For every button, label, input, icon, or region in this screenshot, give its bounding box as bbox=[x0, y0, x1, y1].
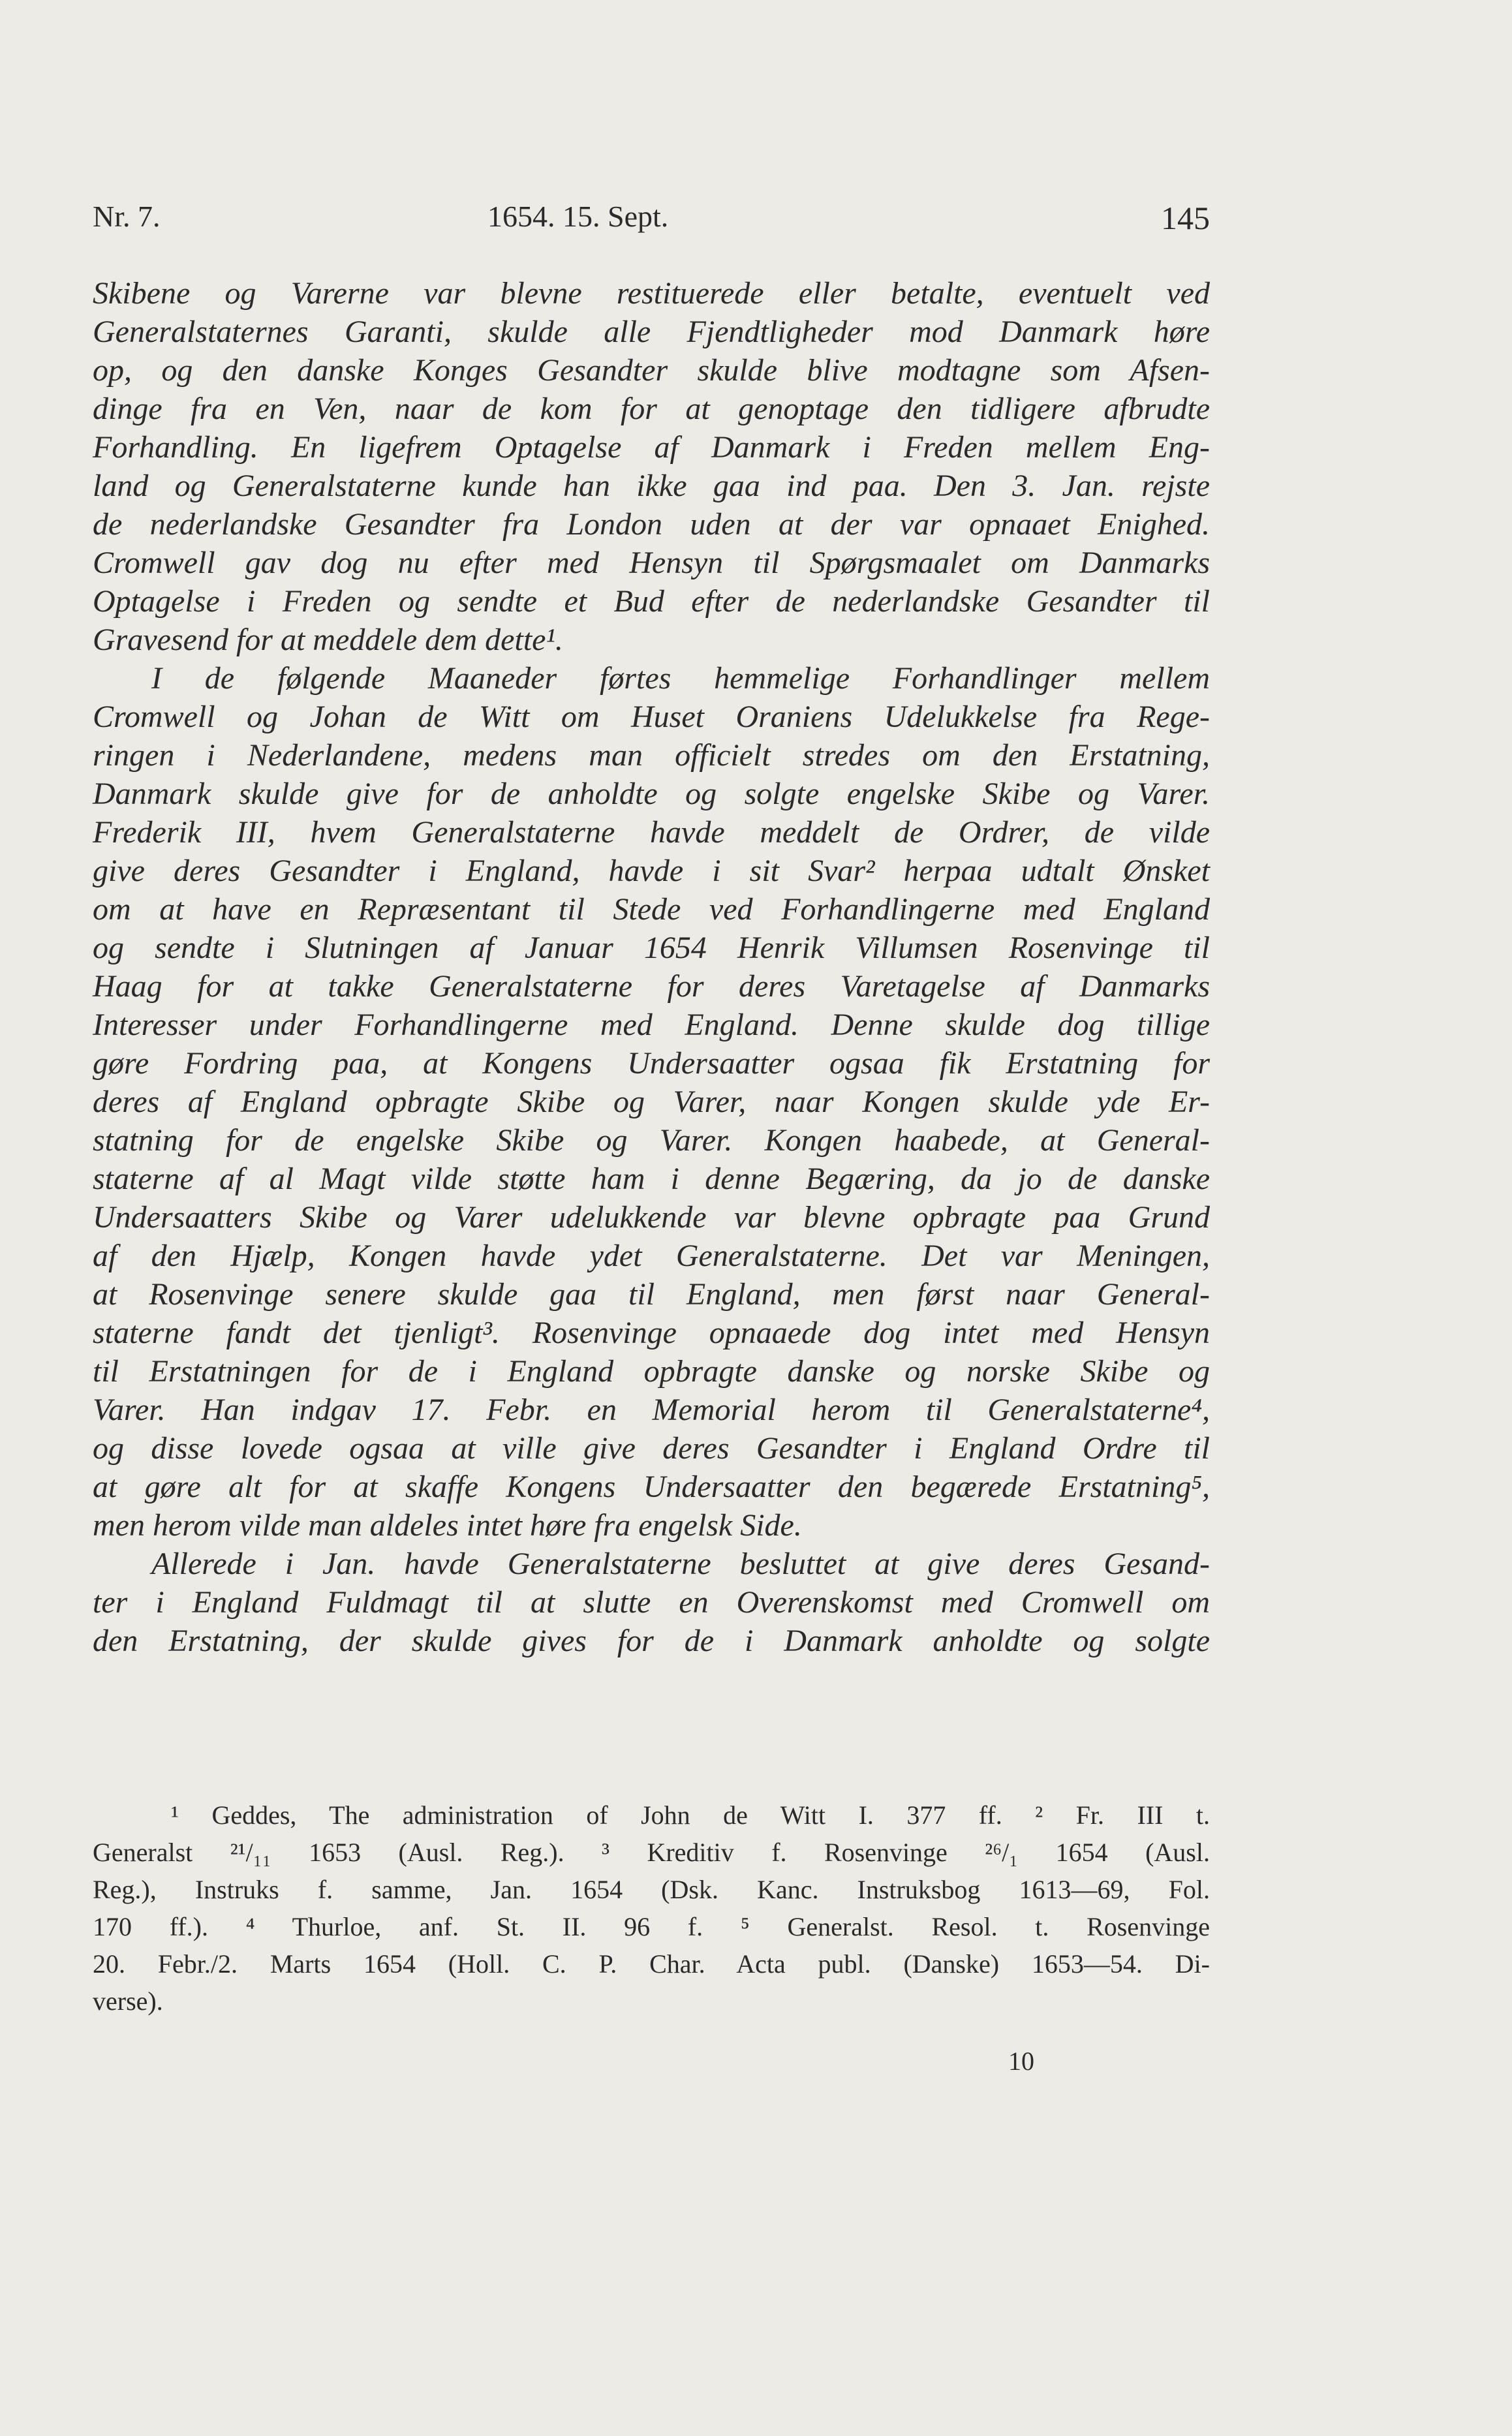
text-line: og disse lovede ogsaa at ville give deres Gesandter i England Ordre til bbox=[93, 1431, 1210, 1466]
text-line: statning for de engelske Skibe og Varer. Kongen haabede, at General- bbox=[93, 1123, 1210, 1158]
text-line: Haag for at takke Generalstaterne for deres Varetagelse af Danmarks bbox=[93, 969, 1210, 1004]
text-line: I de følgende Maaneder førtes hemmelige Forhandlinger mellem bbox=[151, 661, 1210, 696]
text-line: Generalstaternes Garanti, skulde alle Fjendtligheder mod Danmark høre bbox=[93, 315, 1210, 349]
text-line: deres af England opbragte Skibe og Varer, naar Kongen skulde yde Er- bbox=[93, 1085, 1210, 1119]
text-line: Cromwell og Johan de Witt om Huset Oraniens Udelukkelse fra Rege- bbox=[93, 700, 1210, 734]
text-line: til Erstatningen for de i England opbragte danske og norske Skibe og bbox=[93, 1354, 1210, 1389]
text-line: Undersaatters Skibe og Varer udelukkende var blevne opbragte paa Grund bbox=[93, 1200, 1210, 1235]
page-number: 145 bbox=[1161, 200, 1210, 236]
text-line: Skibene og Varerne var blevne restituerede eller betalte, eventuelt ved bbox=[93, 276, 1210, 311]
text-line: den Erstatning, der skulde gives for de i Danmark anholdte og solgte bbox=[93, 1624, 1210, 1658]
text-line: Gravesend for at meddele dem dette¹. bbox=[93, 623, 563, 657]
footnote-line: 20. Febr./2. Marts 1654 (Holl. C. P. Char. Acta publ. (Danske) 1653—54. Di- bbox=[93, 1949, 1210, 1979]
footnote-line: Reg.), Instruks f. samme, Jan. 1654 (Dsk. Kanc. Instruksbog 1613—69, Fol. bbox=[93, 1875, 1210, 1904]
running-header bbox=[93, 199, 1210, 238]
text-line: Danmark skulde give for de anholdte og solgte engelske Skibe og Varer. bbox=[93, 777, 1210, 811]
text-line: de nederlandske Gesandter fra London uden at der var opnaaet Enighed. bbox=[93, 507, 1210, 542]
footnote-line: verse). bbox=[93, 1986, 163, 2016]
text-line: Allerede i Jan. havde Generalstaterne besluttet at give deres Gesand- bbox=[151, 1547, 1210, 1581]
document-number: Nr. 7. bbox=[93, 200, 161, 233]
text-line: staterne af al Magt vilde støtte ham i denne Begæring, da jo de danske bbox=[93, 1162, 1210, 1196]
text-line: staterne fandt det tjenligt³. Rosenvinge opnaaede dog intet med Hensyn bbox=[93, 1316, 1210, 1350]
text-line: gøre Fordring paa, at Kongens Undersaatter ogsaa fik Erstatning for bbox=[93, 1046, 1210, 1081]
signature-mark: 10 bbox=[1008, 2046, 1034, 2076]
header-date: 1654. 15. Sept. bbox=[487, 200, 669, 233]
text-line: at gøre alt for at skaffe Kongens Undersaatter den begærede Erstatning⁵, bbox=[93, 1470, 1210, 1504]
text-line: Optagelse i Freden og sendte et Bud efter de nederlandske Gesandter til bbox=[93, 584, 1210, 619]
text-line: op, og den danske Konges Gesandter skulde blive modtagne som Afsen- bbox=[93, 353, 1210, 388]
text-line: og sendte i Slutningen af Januar 1654 Henrik Villumsen Rosenvinge til bbox=[93, 931, 1210, 965]
text-line: land og Generalstaterne kunde han ikke gaa ind paa. Den 3. Jan. rejste bbox=[93, 469, 1210, 503]
text-line: af den Hjælp, Kongen havde ydet Generalstaterne. Det var Meningen, bbox=[93, 1239, 1210, 1273]
text-line: Frederik III, hvem Generalstaterne havde meddelt de Ordrer, de vilde bbox=[93, 815, 1210, 850]
text-line: men herom vilde man aldeles intet høre fra engelsk Side. bbox=[93, 1508, 802, 1543]
footnote-line: 170 ff.). ⁴ Thurloe, anf. St. II. 96 f. ⁵ Generalst. Resol. t. Rosenvinge bbox=[93, 1912, 1210, 1941]
footnote-line: Generalst ²¹/₁₁ 1653 (Ausl. Reg.). ³ Kreditiv f. Rosenvinge ²⁶/₁ 1654 (Ausl. bbox=[93, 1838, 1210, 1867]
text-line: Forhandling. En ligefrem Optagelse af Danmark i Freden mellem Eng- bbox=[93, 430, 1210, 465]
footnotes bbox=[93, 1796, 1210, 2020]
footnote-line: ¹ Geddes, The administration of John de Witt I. 377 ff. ² Fr. III t. bbox=[171, 1800, 1210, 1830]
text-line: dinge fra en Ven, naar de kom for at genoptage den tidligere afbrudte bbox=[93, 392, 1210, 426]
text-line: Varer. Han indgav 17. Febr. en Memorial herom til Generalstaterne⁴, bbox=[93, 1393, 1210, 1427]
text-line: ringen i Nederlandene, medens man officielt stredes om den Erstatning, bbox=[93, 738, 1210, 773]
text-line: at Rosenvinge senere skulde gaa til England, men først naar General- bbox=[93, 1277, 1210, 1312]
text-line: give deres Gesandter i England, havde i sit Svar² herpaa udtalt Ønsket bbox=[93, 854, 1210, 888]
text-line: Interesser under Forhandlingerne med England. Denne skulde dog tillige bbox=[93, 1008, 1210, 1042]
text-line: om at have en Repræsentant til Stede ved Forhandlingerne med England bbox=[93, 892, 1210, 927]
text-line: ter i England Fuldmagt til at slutte en Overenskomst med Cromwell om bbox=[93, 1585, 1210, 1620]
text-line: Cromwell gav dog nu efter med Hensyn til Spørgsmaalet om Danmarks bbox=[93, 546, 1210, 580]
main-text bbox=[93, 274, 1210, 1660]
